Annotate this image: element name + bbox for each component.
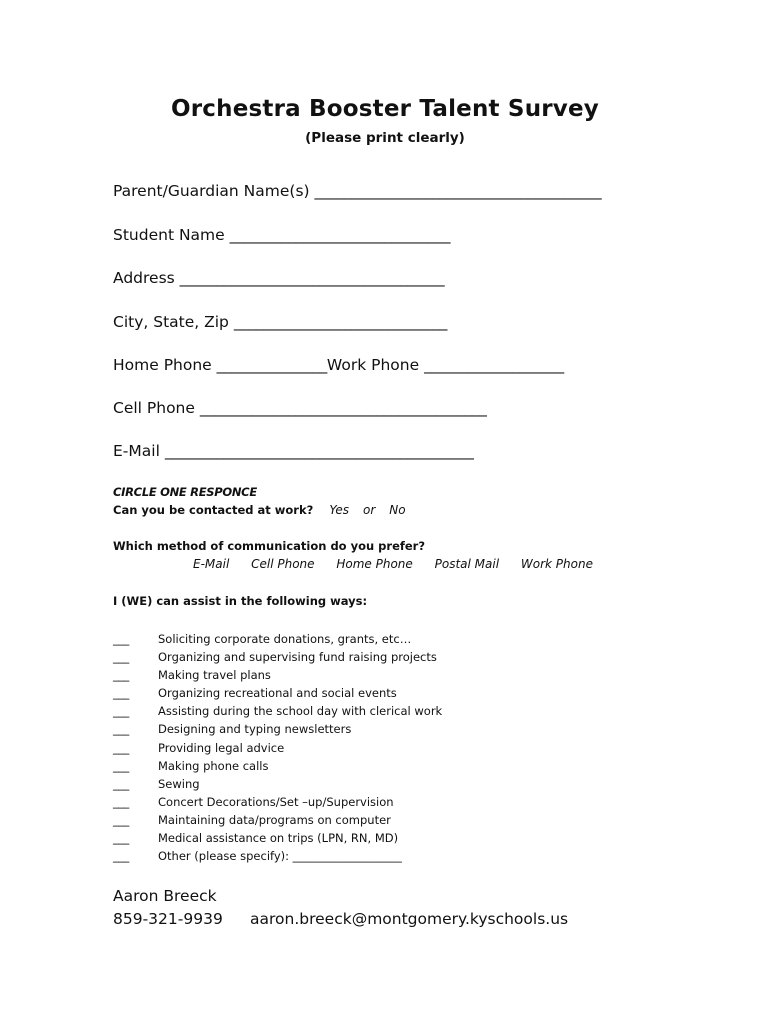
list-item-text: Organizing and supervising fund raising projects — [158, 650, 437, 665]
page-title: Orchestra Booster Talent Survey — [171, 96, 599, 122]
checkbox-blank[interactable]: ___ — [113, 812, 129, 827]
list-item-text: Assisting during the school day with clerical work — [158, 704, 443, 719]
method-option-work-phone[interactable]: Work Phone — [520, 557, 593, 571]
guardian-name-line[interactable]: _______________________________________ — [314, 182, 602, 200]
work-phone-line[interactable]: ___________________ — [424, 356, 564, 374]
cell-phone-field[interactable] — [113, 399, 487, 417]
checkbox-blank[interactable]: ___ — [113, 831, 129, 846]
list-item-text: Maintaining data/programs on computer — [158, 812, 391, 827]
list-item-text: Making travel plans — [158, 668, 271, 683]
page-subtitle: (Please print clearly) — [305, 130, 465, 146]
guardian-name-field[interactable] — [113, 182, 601, 200]
checkbox-blank[interactable]: ___ — [113, 849, 129, 864]
work-no-option[interactable]: No — [389, 503, 406, 517]
work-phone-label: Work Phone — [326, 356, 420, 374]
guardian-name-label: Parent/Guardian Name(s) — [113, 182, 310, 200]
list-item-text: Sewing — [158, 776, 200, 791]
checkbox-blank[interactable]: ___ — [113, 650, 129, 665]
address-field[interactable] — [113, 269, 444, 287]
contact-phone: 859-321-9939 — [113, 910, 223, 928]
home-phone-line[interactable]: _______________ — [216, 356, 327, 374]
work-or-text: or — [363, 503, 376, 517]
list-item-text: Designing and typing newsletters — [158, 722, 352, 737]
assist-heading: I (WE) can assist in the following ways: — [113, 594, 368, 608]
city-state-zip-label: City, State, Zip — [113, 313, 229, 331]
work-yes-option[interactable]: Yes — [329, 503, 349, 517]
student-name-line[interactable]: ______________________________ — [229, 226, 451, 244]
email-label: E-Mail — [113, 442, 160, 460]
list-item-text: Making phone calls — [158, 758, 269, 773]
list-item-text: Soliciting corporate donations, grants, etc… — [158, 632, 412, 646]
checkbox-blank[interactable]: ___ — [113, 722, 129, 737]
checkbox-blank[interactable]: ___ — [113, 632, 129, 646]
checkbox-blank[interactable]: ___ — [113, 704, 129, 719]
list-item-text: Organizing recreational and social events — [158, 686, 397, 701]
method-option-postal-mail[interactable]: Postal Mail — [434, 557, 500, 571]
checkbox-blank[interactable]: ___ — [113, 776, 129, 791]
home-phone-label: Home Phone — [113, 356, 212, 374]
method-option-cell-phone[interactable]: Cell Phone — [251, 557, 315, 571]
contact-name: Aaron Breeck — [113, 887, 217, 905]
checkbox-blank[interactable]: ___ — [113, 794, 129, 809]
city-state-zip-line[interactable]: _____________________________ — [233, 313, 447, 331]
checkbox-blank[interactable]: ___ — [113, 758, 129, 773]
cell-phone-label: Cell Phone — [113, 399, 195, 417]
cell-phone-line[interactable]: _______________________________________ — [199, 399, 487, 417]
work-contact-question-text: Can you be contacted at work? — [113, 503, 314, 517]
student-name-field[interactable] — [113, 226, 450, 244]
student-name-label: Student Name — [113, 226, 225, 244]
list-item-text[interactable]: Other (please specify): ___________________ — [158, 849, 402, 864]
list-item-text: Concert Decorations/Set –up/Supervision — [158, 794, 394, 809]
email-line[interactable]: __________________________________________ — [164, 442, 474, 460]
city-state-zip-field[interactable] — [113, 313, 447, 331]
circle-one-heading: CIRCLE ONE RESPONCE — [113, 485, 257, 499]
checkbox-blank[interactable]: ___ — [113, 740, 129, 755]
method-option-email[interactable]: E-Mail — [193, 557, 230, 571]
list-item-text: Medical assistance on trips (LPN, RN, MD) — [158, 831, 399, 846]
communication-options — [193, 557, 611, 571]
method-option-home-phone[interactable]: Home Phone — [336, 557, 413, 571]
communication-question: Which method of communication do you prefer? — [113, 539, 426, 553]
email-field[interactable] — [113, 442, 474, 460]
checkbox-blank[interactable]: ___ — [113, 686, 129, 701]
list-item-text: Providing legal advice — [158, 740, 285, 755]
work-contact-question — [113, 503, 406, 517]
address-label: Address — [113, 269, 175, 287]
address-line[interactable]: ____________________________________ — [179, 269, 445, 287]
checkbox-blank[interactable]: ___ — [113, 668, 129, 683]
contact-email[interactable]: aaron.breeck@montgomery.kyschools.us — [250, 910, 569, 928]
phone-field-row[interactable] — [113, 356, 564, 374]
